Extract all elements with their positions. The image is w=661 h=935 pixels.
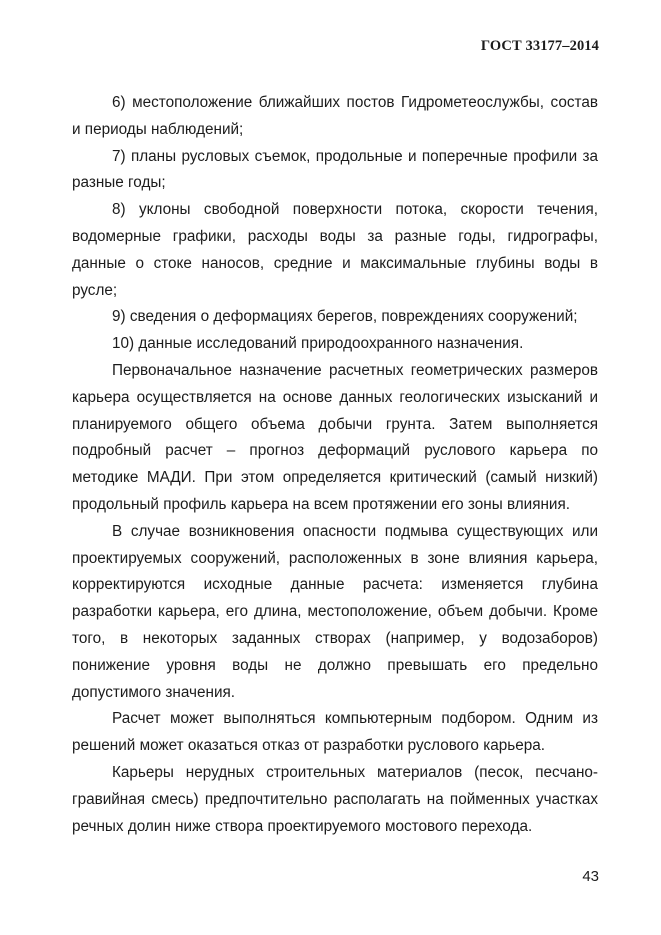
list-item-9: 9) сведения о деформациях берегов, повреждениях сооружений; [112,308,578,326]
paragraph-quarry-location: Карьеры нерудных строительных материалов (песок, песчано-гравийная смесь) предпочтительно располагать на пойменных участках речных долин ниже створа проектируемого мостового перехода. [72,763,598,835]
document-body [72,90,598,840]
list-item-10: 10) данные исследований природоохранного назначения. [112,335,524,353]
page-number: 43 [582,868,599,885]
list-item-8: 8) уклоны свободной поверхности потока, скорости течения, водомерные графики, расходы воды за разные годы, гидрографы, данные о стоке наносов, средние и максимальные глубины воды в русле; [72,201,598,299]
paragraph-erosion-risk: В случае возникновения опасности подмыва существующих или проектируемых сооружений, расположенных в зоне влияния карьера, корректируются исходные данные расчета: изменяется глубина разработки карьера, его длина, местоположение, объем добычи. Кроме того, в некоторых заданных створах (например, у водозаборов) понижение уровня воды не должно превышать его предельно допустимого значения. [72,522,598,701]
document-header-standard: ГОСТ 33177–2014 [480,38,599,54]
paragraph-initial-design: Первоначальное назначение расчетных геометрических размеров карьера осуществляется на основе данных геологических изысканий и планируемого общего объема добычи грунта. Затем выполняется подробный расчет – прогноз деформаций руслового карьера по методике МАДИ. При этом определяется критический (самый низкий) продольный профиль карьера на всем протяжении его зоны влияния. [72,361,598,513]
list-item-7: 7) планы русловых съемок, продольные и поперечные профили за разные годы; [72,147,598,192]
list-item-6: 6) местоположение ближайших постов Гидрометеослужбы, состав и периоды наблюдений; [72,94,598,138]
paragraph-computer-selection: Расчет может выполняться компьютерным подбором. Одним из решений может оказаться отказ от разработки руслового карьера. [72,710,598,755]
